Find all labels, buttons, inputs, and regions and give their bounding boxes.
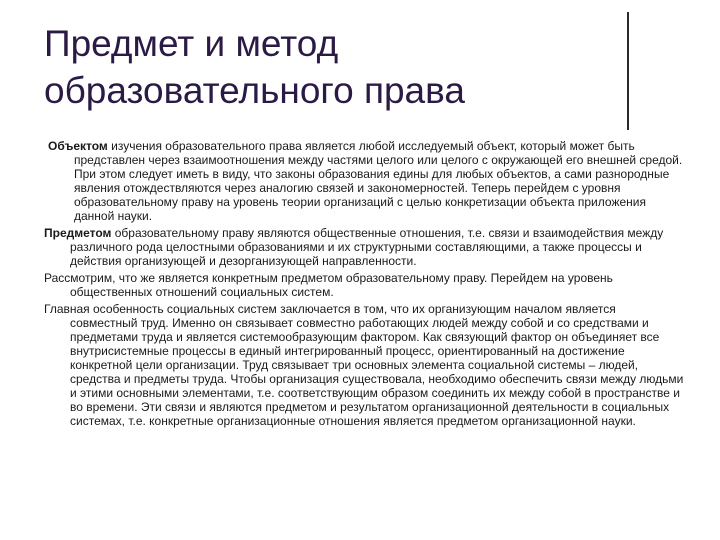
slide-title-line-2: образовательного права bbox=[44, 70, 465, 111]
paragraph-lead-term: Объектом bbox=[48, 139, 108, 153]
paragraph-text: образовательному праву являются общественные отношения, т.е. связи и взаимодействия между различного рода целостными образованиями и их структурными составляющими, а также процессы и действия организующей и дезорганизующей направленности. bbox=[70, 226, 664, 269]
paragraph-text: Главная особенность социальных систем заключается в том, что их организующим началом является совместный труд. Именно он связывает совместно работающих людей между собой и со средствами и предметами труда и является системообразующим фактором. Как связующий фактор он объединяет все внутрисистемные процессы в единый интегрированный процесс, ориентированный на достижение конкретной цели организации. Труд связывает три основных элемента социальной системы – людей, средства и предметы труда. Чтобы организация существовала, необходимо обеспечить связи между людьми и этими основными элементами, т.е. соответствующим образом соединить их между собой в пространстве и во времени. Эти связи и являются предметом и результатом организационной деятельности в социальных системах, т.е. конкретные организационные отношения является предметом организационной науки. bbox=[44, 301, 684, 429]
paragraph-social-systems bbox=[44, 302, 684, 429]
slide-body bbox=[44, 139, 684, 431]
paragraph-text: изучения образовательного права является любой исследуемый объект, который может быть представлен через взаимоотношения между частями целого или целого с окружающей его внешней средой. При этом следует иметь в виду, что законы образования едины для любых объектов, а сами разнородные явления отождествляются через аналогию связей и закономерностей. Теперь перейдем с уровня образовательному праву на уровень теории организаций с целью конкретизации объекта приложения данной науки. bbox=[74, 139, 683, 224]
paragraph-text: Рассмотрим, что же является конкретным предметом образовательному праву. Перейдем на уровень общественных отношений социальных систем. bbox=[44, 270, 613, 299]
paragraph-subject bbox=[44, 226, 684, 268]
slide-title-line-1: Предмет и метод bbox=[44, 23, 339, 64]
paragraph-specific-subject bbox=[44, 271, 684, 299]
slide-title bbox=[44, 20, 604, 114]
paragraph-lead-term: Предметом bbox=[44, 226, 112, 241]
title-divider-line bbox=[627, 12, 629, 130]
paragraph-object bbox=[48, 139, 684, 224]
